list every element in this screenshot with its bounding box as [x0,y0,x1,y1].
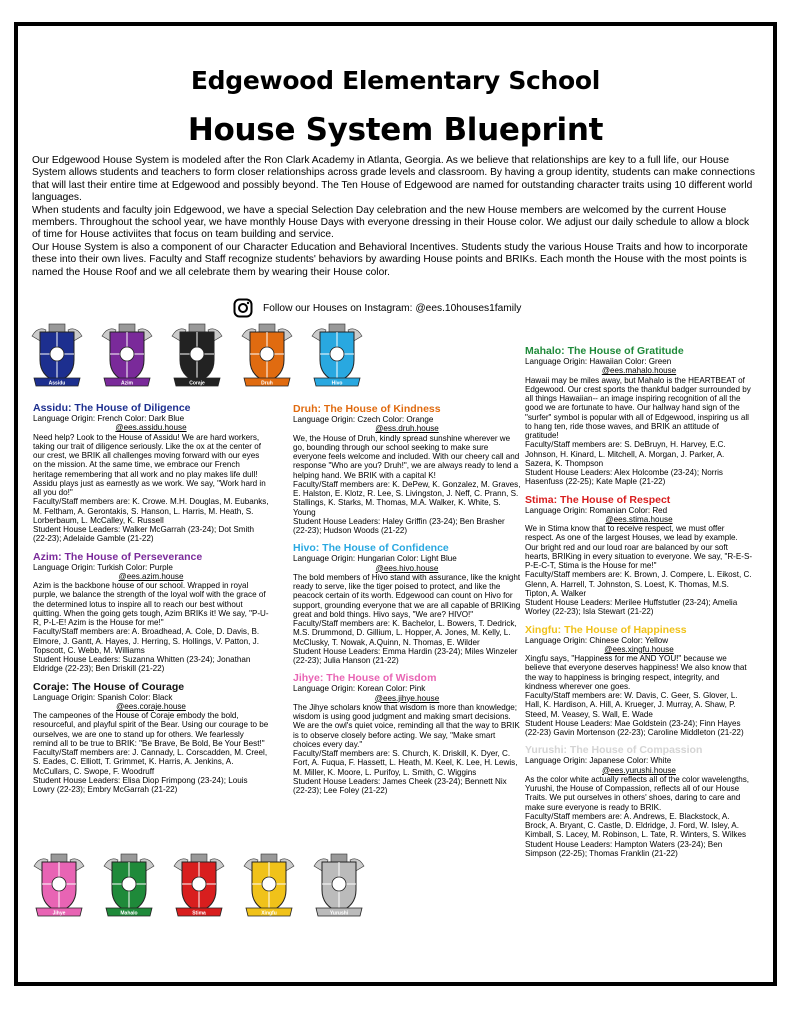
house-origin: Language Origin: Hungarian Color: Light Blue [293,554,457,564]
house-description: The campeones of the House of Coraje embody the bold, resourceful, and playful spirit of the Bear. Using our courage to be ourselves, we are one to stand up for others. We fearlessly remind all to be true to BRIK: "Be Brave, Be Bold, Be Your Best!" [33,711,269,748]
house-description: We in Stima know that to receive respect, we must offer respect. As one of the largest Houses, we lead by example. Our bright red and our loud roar are balanced by our soft hearts, BRIKing in every situation to everyone. We say, "R-E-S-P-E-C-T, Stima is the House for me!" [525,524,753,570]
house-title: Assidu: The House of Diligence [33,402,191,414]
house-crest-assidu [28,322,86,390]
column-right [525,345,753,865]
house-title: Jihye: The House of Wisdom [293,672,437,685]
house-staff: Faculty/Staff members are: K. DePew, K. Gonzalez, M. Graves, E. Halston, E. Klotz, R. Lee, S. Livingston, J. Neff, C. Prann, S. Stallings, K. Starks, M. Thomas, M.A. Walker, K. White, S. Young [293,479,521,517]
house-description: We, the House of Druh, kindly spread sunshine wherever we go, bounding through our school seeking to make sure everyone feels welcome and included. With our cheery call and response "Who are you? Druh!", we are always ready to lend a helping hand. We BRIK with a capital K! [293,433,520,480]
house-leaders: Student House Leaders: Hampton Waters (23-24); Ben Simpson (22-25); Thomas Franklin (21-22) [525,839,723,858]
house-crest-coraje [168,322,226,390]
house-title: Stima: The House of Respect [525,493,671,506]
crest-label: Coraje [189,380,205,387]
house-description: The bold members of Hivo stand with assurance, like the knight ready to serve, like the tiger poised to protect, and like the peacock certain of its worth. Edgewood can count on Hivo for support, grounding everyone that we are all capable of BRIKing great and bold things. Hivo says, "We are? HIVO!" [293,572,521,619]
house-origin: Language Origin: French Color: Dark Blue [33,414,185,423]
intro-text [32,155,760,279]
house-leaders: Student House Leaders: Elisa Diop Frimpong (23-24); Louis Lowry (22-23); Embry McGarrah (21-22) [33,775,248,794]
house-staff: Faculty/Staff members are: S. Church, K. Driskill, K. Dyer, C. Fort, A. Fuqua, F. Hassett, L. Heath, M. Keel, K. Lee, H. Lewis, M. Miller, K. Moore, L. Purifoy, L. Smith, C. Wiggins [293,749,518,777]
crest-label: Stima [192,910,206,917]
page-title: House System Blueprint [187,112,604,148]
house-description: The Jihye scholars know that wisdom is more than knowledge; wisdom is using good judgment and making smart decisions. We are the owl's quiet voice, reminding all that the way to BRIK is to observe closely before acting. We say, "Make smart choices every day." [293,702,520,749]
intro-paragraph-3: Our House System is also a component of our Character Education and Behavioral Incentives. Students study the various House Traits and how to incorporate these into their own lives. Faculty and Staff recognize students' behaviors by awarding House points and BRIKs. Each month the House with the most points is named the House Roof and we all celebrate them by wearing their House color. [32,241,748,278]
instagram-text: Follow our Houses on Instagram: @ees.10houses1family [263,302,522,314]
house-instagram-handle[interactable]: @ees.stima.house [605,514,673,524]
house-assidu [33,402,269,544]
house-mahalo [525,345,753,487]
house-staff: Faculty/Staff members are: A. Andrews, E. Blackstock, A. Brock, A. Bryant, C. Castle, D. Eldridge, J. Ford, W. Isley, A. Kimball, S. Lacey, M. Robinson, L. Tate, R. Winters, S. Wilkes [525,811,747,840]
column-left [33,402,269,801]
house-staff: Faculty/Staff members are: K. Crowe. M.H. Douglas, M. Eubanks, M. Feltham, A. Gerontakis, S. Hanson, L. Harris, M. Heath, S. Lorberbaum, L. McCalley, K. Russell [33,497,269,525]
crest-label: Xingfu [261,910,277,917]
house-origin: Language Origin: Japanese Color: White [525,756,672,766]
house-leaders: Student House Leaders: Alex Holcombe (23-24); Norris Hasenfuss (22-25); Kate Maple (21-22) [525,468,723,487]
house-origin: Language Origin: Chinese Color: Yellow [525,635,669,645]
house-title: Yurushi: The House of Compassion [525,744,703,757]
house-stima [525,494,753,617]
instagram-line [233,298,521,318]
house-crest-mahalo [100,852,158,920]
house-leaders: Student House Leaders: Haley Griffin (23-24); Ben Brasher (22-23); Hudson Woods (21-22) [293,516,505,535]
house-origin: Language Origin: Romanian Color: Red [525,505,668,515]
house-staff: Faculty/Staff members are: K. Bachelor, L. Bowers, T. Dedrick, M.S. Drummond, D. Gillium, L. Hopper, A. Jones, M. Kelly, L. McClusky, T. Nowak, A.Quinn, N. Thomas, E. Wilder [293,619,517,647]
crest-label: Jihye [52,910,66,917]
school-title: Edgewood Elementary School [190,66,601,95]
crest-label: Azim [121,380,133,387]
house-instagram-handle[interactable]: @ees.hivo.house [375,563,439,573]
house-staff: Faculty/Staff members are: S. DeBruyn, H. Harvey, E.C. Johnson, H. Kinard, L. Mitchell, A. Morgan, J. Parker, A. Sazera, K. Thompson [525,440,726,468]
house-leaders: Student House Leaders: Walker McGarrah (23-24); Dot Smith (22-23); Adelaide Gamble (21-22) [33,525,255,544]
house-crest-xingfu [240,852,298,920]
crest-row-top [28,322,378,390]
house-instagram-handle[interactable]: @ess.druh.house [375,424,439,434]
house-crest-yurushi [310,852,368,920]
house-crest-hivo [308,322,366,390]
crest-label: Yurushi [329,910,349,917]
intro-paragraph-1: Our Edgewood House System is modeled after the Ron Clark Academy in Atlanta, Georgia. As we believe that relationships are key to a full life, our House System allows students and teachers to form closer relationships across grade levels and classroom. By having a group identity, students can make connections that will last their entire time at Edgewood and possibly beyond. The Ten House of Edgewood are named for outstanding character traits using 10 different world languages. [32,155,755,204]
crest-label: Hivo [331,380,343,387]
house-instagram-handle[interactable]: @ees.azim.house [118,571,184,581]
house-instagram-handle[interactable]: @ees.coraje.house [116,701,186,711]
house-crest-druh [238,322,296,390]
house-leaders: Student House Leaders: Merilee Huffstutler (23-24); Amelia Worley (22-23); Isla Stewart (21-22) [525,598,738,617]
house-leaders: Student House Leaders: James Cheek (23-24); Bennett Nix (22-23); Lee Foley (21-22) [293,776,507,795]
crest-label: Assidu [48,380,66,387]
house-leaders: Student House Leaders: Mae Goldstein (23-24); Finn Hayes (22-23) Gavin Mortenson (22-23); Caroline Middleton (21-22) [525,718,744,737]
house-instagram-handle[interactable]: @ees.jihye.house [374,693,440,703]
house-origin: Language Origin: Korean Color: Pink [293,684,426,694]
column-middle [293,403,521,802]
house-jihye [293,672,521,795]
house-title: Xingfu: The House of Happiness [525,623,687,636]
house-azim [33,551,269,674]
house-leaders: Student House Leaders: Suzanna Whitten (23-24); Jonathan Eldridge (22-23); Ben Driskill (21-22) [33,655,251,674]
house-title: Coraje: The House of Courage [33,680,185,693]
house-druh [293,403,521,535]
instagram-icon [233,298,253,318]
house-xingfu [525,624,753,738]
house-instagram-handle[interactable]: @ees.yurushi.house [602,765,676,775]
house-description: As the color white actually reflects all of the color wavelengths, Yurushi, the House of Compassion, reflects all of our House Traits. We put ourselves in others' shoes, daring to care and make sure everyone is ready to BRIK. [525,774,750,812]
house-instagram-handle[interactable]: @ees.xingfu.house [604,644,674,654]
house-title: Mahalo: The House of Gratitude [525,345,684,357]
house-hivo [293,542,521,665]
crest-label: Mahalo [120,910,138,917]
house-staff: Faculty/Staff members are: W. Davis, C. Geer, S. Glover, L. Hall, K. Hardison, A. Hill, A. Krueger, J. Murray, A. Shaw, P. Steed, M. Veasey, S. Wall, E. Wade [525,691,738,719]
house-description: Azim is the backbone house of our school. Wrapped in royal purple, we balance the strength of the loyal wolf with the grace of the determined lotus to inspire all to reach our best without quitting. When the going gets tough, Azim BRIKs it! We say, "P-U-R, P-L-E! Azim is the House for me!" [33,581,269,627]
intro-paragraph-2: When students and faculty join Edgewood, we have a special Selection Day celebration and the new House members are welcomed by the current House members. Throughout the school year, we have monthly House Days with everyone dressing in their House color. We adjust our daily schedule to allow a block of time for House activiites that focus on team building and service. [32,204,750,241]
house-origin: Language Origin: Turkish Color: Purple [33,562,173,572]
house-coraje [33,681,269,795]
house-crest-azim [98,322,156,390]
house-origin: Language Origin: Spanish Color: Black [33,692,173,702]
house-description: Hawaii may be miles away, but Mahalo is the HEARTBEAT of Edgewood. Our crest sports the thankful badger surrounded by all things Hawaiian-- an image inspiring recognition of all the good we are fortunate to have. Our hallway hand sign of the "surfer" symbol is popular with all of Edgewood, inspiring us all to hang ten, ride those waves, and BRIK an attitude of gratitude! [525,375,751,440]
house-instagram-handle[interactable]: @ees.mahalo.house [601,366,677,376]
house-instagram-handle[interactable]: @ees.assidu.house [115,423,187,433]
crest-label: Druh [261,380,273,387]
house-description: Xingfu says, "Happiness for me AND YOU!" because we believe that everyone deserves happiness! We also know that the way to happiness is bringing respect, integrity, and kindness wherever one goes. [525,654,747,691]
house-title: Druh: The House of Kindness [293,403,441,415]
house-crest-jihye [30,852,88,920]
house-staff: Faculty/Staff members are: A. Broadhead, A. Cole, D. Davis, B. Elmore, J. Gantt, A. Hayes, J. Herring, S. Hollings, V. Patton, J. Topscott, C. Webb, M. Williams [33,627,260,655]
house-description: Need help? Look to the House of Assidu! We are hard workers, taking our trait of diligence seriously. Like the ox at the center of our crest, we BRIK all challenges moving forward with our eyes on the mission. At the same time, we embrace our French heritage remembering that all work and no play makes life dull! Assidu plays just as earnestly as we work. We say, "Work hard in all you do!" [33,432,266,497]
house-title: Hivo: The House of Confidence [293,542,449,555]
house-origin: Language Origin: Hawaiian Color: Green [525,357,672,366]
house-staff: Faculty/Staff members are: J. Cannady, L. Corscadden, M. Creel, S. Eades, C. Elliott, T. Grimmet, K. Harris, A. Jenkins, A. McCullars, C. Swope, F. Woodruff [33,748,268,776]
house-origin: Language Origin: Czech Color: Orange [293,415,434,424]
house-crest-stima [170,852,228,920]
house-staff: Faculty/Staff members are: K. Brown, J. Compere, L. Eikost, C. Glenn, A. Harrell, T. Johnston, S. Loest, K. Thomas, M.S. Tipton, A. Walker [525,570,752,598]
house-yurushi [525,744,753,858]
house-title: Azim: The House of Perseverance [33,550,203,563]
house-leaders: Student House Leaders: Emma Hardin (23-24); Miles Winzeler (22-23); Julia Hanson (21-22) [293,646,518,665]
crest-row-bottom [30,852,380,920]
